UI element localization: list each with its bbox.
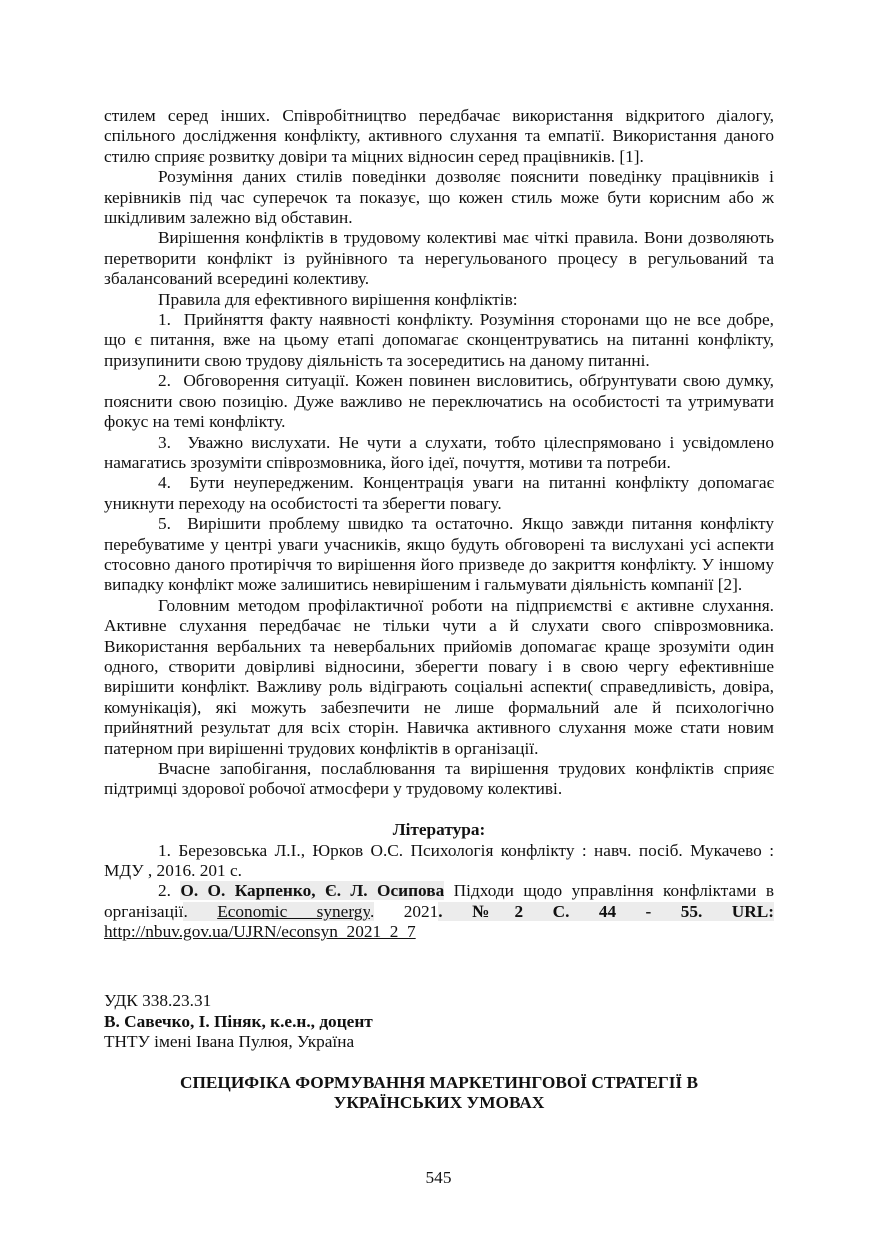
- list-item: 3. Уважно вислухати. Не чути а слухати, тобто цілеспрямовано і усвідомлено намагатись зрозуміти співрозмовника, його ідеї, почуття, мотиви та потреби.: [104, 432, 774, 472]
- spacer: [104, 983, 774, 991]
- article-title: СПЕЦИФІКА ФОРМУВАННЯ МАРКЕТИНГОВОЇ СТРАТЕГІЇ В УКРАЇНСЬКИХ УМОВАХ: [179, 1073, 699, 1113]
- reference-separator: .: [369, 901, 375, 921]
- document-page: [104, 106, 774, 1114]
- spacer: [104, 1053, 774, 1073]
- paragraph: Вирішення конфліктів в трудовому колективі має чіткі правила. Вони дозволяють перетворити конфлікт із руйнівного та нерегульованого процесу в регульований та збалансований всередині колективу.: [104, 228, 774, 289]
- page-number: 545: [425, 1168, 452, 1187]
- spacer: [104, 943, 774, 984]
- reference-pages: . №2 С. 44 - 55. URL:: [438, 901, 774, 921]
- reference-authors: О. О. Карпенко, Є. Л. Осипова: [180, 881, 445, 901]
- article-affiliation: ТНТУ імені Івана Пулюя, Україна: [104, 1032, 355, 1052]
- list-item: 4. Бути неупередженим. Концентрація уваги на питанні конфлікту допомагає уникнути переходу на особистості та зберегти повагу.: [104, 473, 774, 513]
- list-item: 5. Вирішити проблему швидко та остаточно. Якщо завжди питання конфлікту перебуватиме у центрі уваги учасників, якщо будуть обговорені та вислухані усі аспекти стосовно даного протиріччя то вирішення його призведе до закриття конфлікту. У іншому випадку конфлікт може залишитись невирішеним і гальмувати діяльність компанії [2].: [104, 514, 774, 595]
- spacer: [104, 800, 774, 820]
- paragraph: Правила для ефективного вирішення конфліктів:: [158, 289, 518, 309]
- reference-year: 2021: [374, 901, 439, 921]
- reference-url-link[interactable]: http://nbuv.gov.ua/UJRN/econsyn_2021_2_7: [104, 922, 416, 942]
- list-item: 2. Обговорення ситуації. Кожен повинен висловитись, обґрунтувати свою думку, пояснити свою позицію. Дуже важливо не переключатись на особистості та утримувати фокус на темі конфлікту.: [104, 371, 774, 432]
- reference-item: [104, 881, 774, 922]
- paragraph: Вчасне запобігання, послаблювання та вирішення трудових конфліктів сприяє підтримці здорової робочої атмосфери у трудовому колективі.: [104, 759, 774, 799]
- article-authors: В. Савечко, І. Піняк, к.е.н., доцент: [104, 1011, 373, 1031]
- paragraph: Головним методом профілактичної роботи на підприємстві є активне слухання. Активне слухання передбачає не тільки чути а й слухати свого співрозмовника. Використання вербальних та невербальних прийомів допомагає краще зрозуміти один одного, створити довірливі відносини, зберегти повагу і в свою чергу ефективніше вирішити конфлікт. Важливу роль відіграють соціальні аспекти( справедливість, довіра, комунікація), які можуть забезпечити не лише формальний але й психологічно прийнятний результат для всіх сторін. Навичка активного слухання може стати новим патерном при вирішенні трудових конфліктів в організації.: [104, 595, 774, 758]
- paragraph: стилем серед інших. Співробітництво передбачає використання відкритого діалогу, спільного дослідження конфлікту, активного слухання та емпатії. Використання даного стилю сприяє розвитку довіри та міцних відносин серед працівників. [1].: [104, 106, 774, 166]
- references-heading: Література:: [392, 820, 486, 840]
- reference-separator: .: [183, 901, 218, 921]
- reference-url-line: [104, 922, 774, 942]
- list-item: 1. Прийняття факту наявності конфлікту. Розуміння сторонами що не все добре, що є питання, вже на цьому етапі допомагає сконцентруватись на питанні конфлікту, призупинити свою трудову діяльність та зосередитись на даному питанні.: [104, 310, 774, 370]
- paragraph: Розуміння даних стилів поведінки дозволяє пояснити поведінку працівників і керівників під час суперечок та показує, що кожен стиль може бути корисним або ж шкідливим залежно від обставин.: [104, 167, 774, 228]
- reference-item: 1. Березовська Л.І., Юрков О.С. Психологія конфлікту : навч. посіб. Мукачево : МДУ , 2016. 201 с.: [104, 840, 774, 881]
- reference-number: 2.: [158, 881, 181, 901]
- journal-link[interactable]: Economic synergy: [217, 901, 370, 921]
- reference-title: Підходи щодо управління конфліктами в організації: [104, 881, 774, 921]
- udk-code: УДК 338.23.31: [104, 991, 212, 1011]
